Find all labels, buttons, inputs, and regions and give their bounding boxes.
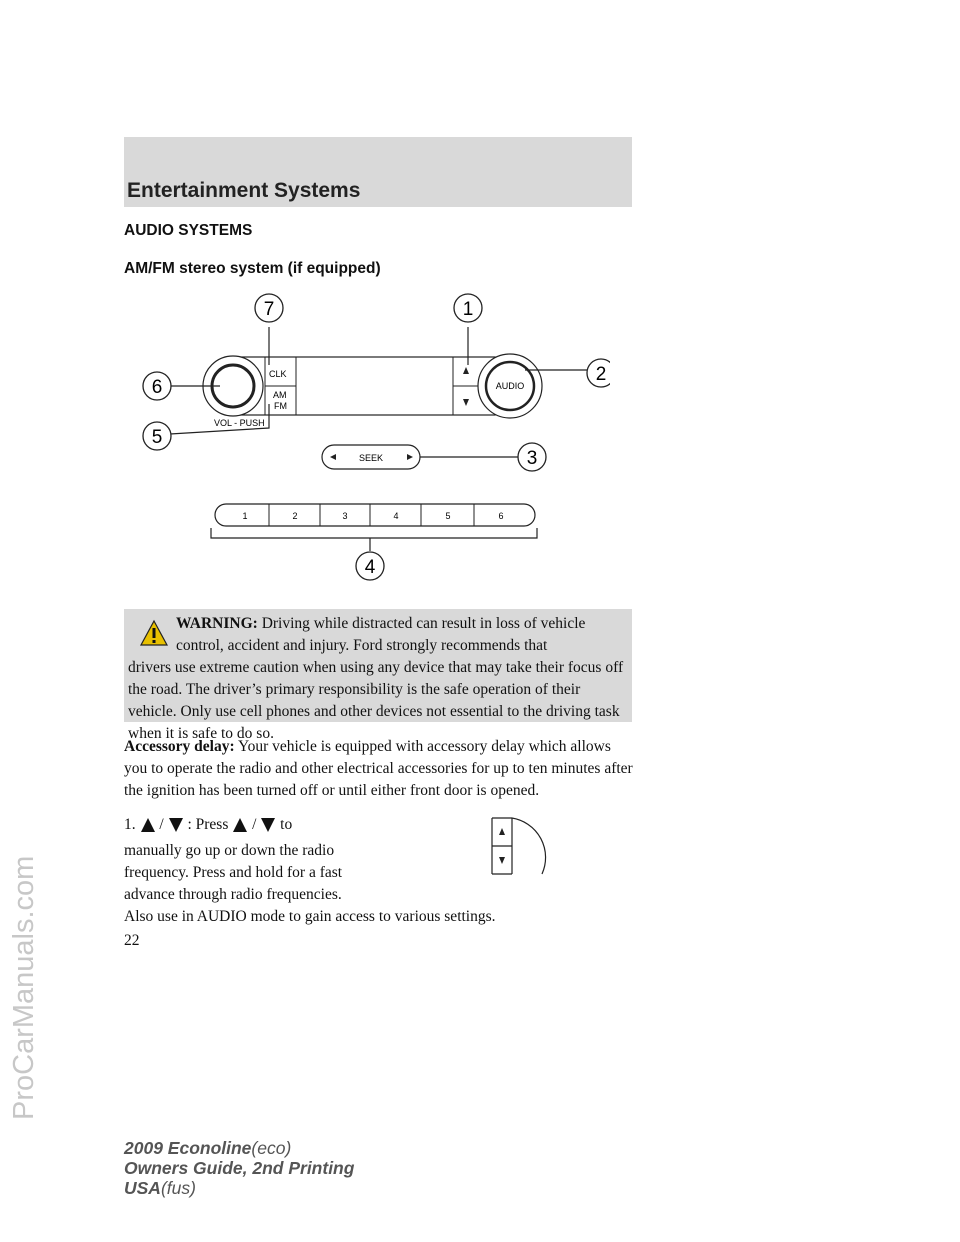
preset-2: 2: [292, 511, 298, 521]
footer-market-code: (fus): [160, 1178, 196, 1198]
callout-3: [518, 443, 546, 471]
svg-text:3: 3: [526, 448, 538, 469]
callout-7: [255, 294, 283, 322]
preset-6: 6: [498, 511, 504, 521]
svg-text:7: 7: [263, 299, 275, 320]
arrow-down-icon: [261, 818, 275, 832]
tune-up-icon: [499, 828, 505, 835]
accessory-text: Your vehicle is equipped with accessory delay which allows you to operate the radio and other electrical accessories for up to ten minutes after the ignition has been turned off or until either front door is opened.: [124, 738, 633, 799]
callout-4: [356, 552, 384, 580]
warning-rest: drivers use extreme caution when using any device that may take their focus off the road. The driver’s primary responsibility is the safe operation of their vehicle. Only use cell phones and other devices not essential to the driving task when it is safe to do so.: [128, 659, 624, 742]
item-1: [124, 814, 496, 928]
tune-button-illustration: [490, 816, 550, 876]
svg-text:1: 1: [462, 299, 474, 320]
am-label: AM: [273, 390, 287, 400]
fm-label: FM: [274, 401, 287, 411]
clk-label: CLK: [269, 369, 287, 379]
section-heading: AUDIO SYSTEMS: [124, 222, 253, 239]
footer-edition: Owners Guide, 2nd Printing: [124, 1158, 355, 1178]
warning-label: WARNING:: [176, 615, 258, 632]
page-header-title: Entertainment Systems: [127, 179, 361, 202]
section-subheading: AM/FM stereo system (if equipped): [124, 260, 381, 277]
tune-down-icon: [499, 857, 505, 864]
slash: /: [159, 816, 164, 833]
callout-6: [143, 372, 171, 400]
footer-market: USA: [124, 1178, 161, 1198]
preset-5: 5: [445, 511, 451, 521]
callout-1: [454, 294, 482, 322]
footer: [124, 1138, 354, 1198]
accessory-delay-paragraph: [124, 736, 634, 802]
audio-label: AUDIO: [495, 381, 525, 391]
page-number: 22: [124, 932, 140, 949]
preset-3: 3: [342, 511, 348, 521]
header-band: [124, 137, 632, 207]
preset-4: 4: [393, 511, 399, 521]
press-text: : Press: [187, 816, 229, 833]
svg-text:5: 5: [151, 427, 163, 448]
item-1-line: advance through radio frequencies.: [124, 886, 342, 903]
svg-text:4: 4: [364, 557, 376, 578]
item-1-line: frequency. Press and hold for a fast: [124, 864, 343, 881]
watermark: ProCarManuals.com: [8, 855, 40, 1120]
accessory-label: Accessory delay:: [124, 738, 235, 755]
preset-1: 1: [242, 511, 248, 521]
item-1-line: manually go up or down the radio: [124, 842, 335, 859]
preset-bar: [215, 504, 535, 526]
radio-diagram: [130, 285, 610, 585]
arrow-down-icon: [169, 818, 183, 832]
warning-line2: control, accident and injury. Ford strongly recommends that: [176, 637, 548, 654]
to-text: to: [280, 816, 293, 833]
svg-text:2: 2: [595, 364, 607, 385]
item-number: 1.: [124, 816, 136, 833]
slash: /: [252, 816, 257, 833]
footer-model-code: (eco): [251, 1138, 292, 1158]
item-1-line: Also use in AUDIO mode to gain access to various settings.: [124, 908, 496, 925]
warning-text: [128, 613, 625, 745]
tune-up-icon: [463, 367, 469, 374]
tune-down-icon: [463, 399, 469, 406]
vol-push-label: VOL - PUSH: [214, 418, 265, 428]
footer-model: 2009 Econoline: [124, 1138, 252, 1158]
callout-5: [143, 422, 171, 450]
warning-line1: Driving while distracted can result in loss of vehicle: [261, 615, 586, 632]
callout-2: [587, 359, 610, 387]
arrow-up-icon: [141, 818, 155, 832]
arrow-up-icon: [233, 818, 247, 832]
seek-label: SEEK: [358, 453, 384, 463]
svg-text:6: 6: [151, 377, 163, 398]
warning-box: [124, 609, 632, 742]
